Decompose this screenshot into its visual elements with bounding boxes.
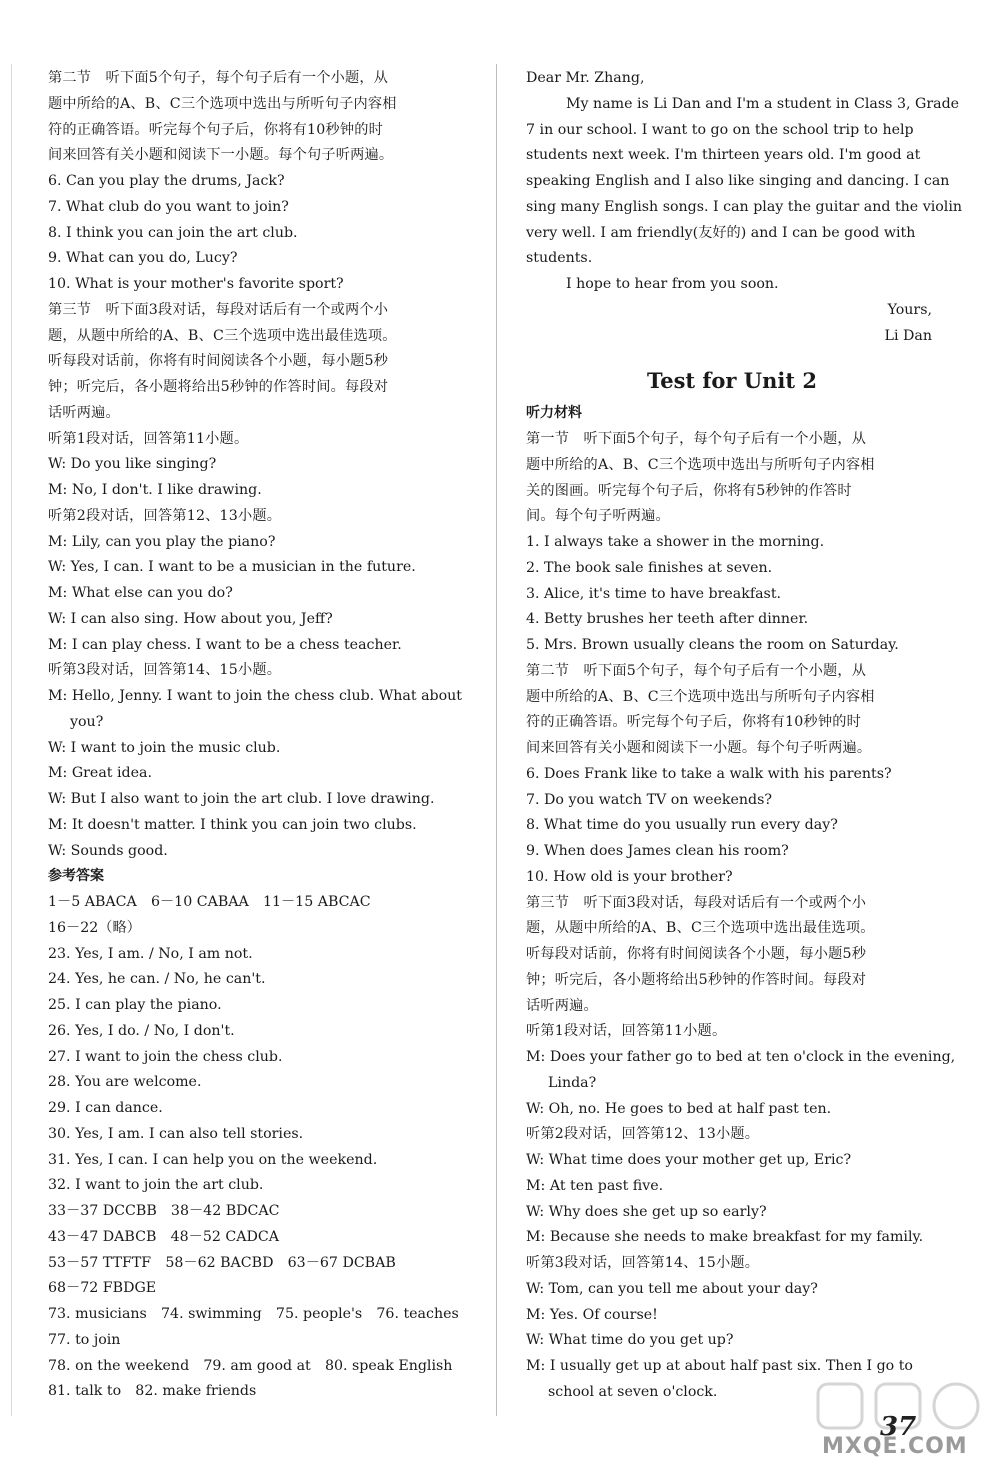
text-line: 9. What can you do, Lucy? <box>48 250 238 267</box>
text-line: W: Do you like singing? <box>48 456 217 473</box>
text-line: 题中所给的A、B、C三个选项中选出与所听句子内容相 <box>526 456 875 473</box>
text-line: 关的图画。听完每个句子后，你将有5秒钟的作答时 <box>526 482 852 499</box>
text-line: M: Because she needs to make breakfast for my family. <box>526 1229 924 1246</box>
text-line: 30. Yes, I am. I can also tell stories. <box>48 1125 304 1142</box>
text-line: 听每段对话前，你将有时间阅读各个小题，每小题5秒 <box>48 353 389 370</box>
text-line: 题中所给的A、B、C三个选项中选出与所听句子内容相 <box>48 95 397 112</box>
answer-key-heading: 参考答案 <box>48 868 104 885</box>
text-line: M: I usually get up at about half past six. Then I go to <box>526 1358 913 1374</box>
text-line: W: What time do you get up? <box>526 1332 734 1349</box>
letter-line: very well. I am friendly(友好的) and I can be good with <box>526 224 916 241</box>
text-line: 78. on the weekend 79. am good at 80. speak English <box>48 1357 453 1374</box>
text-line: 符的正确答语。听完每个句子后，你将有10秒钟的时 <box>526 714 861 731</box>
text-line: Linda? <box>548 1074 597 1091</box>
text-line: W: Yes, I can. I want to be a musician in the future. <box>48 559 416 576</box>
text-line: 10. How old is your brother? <box>526 868 733 885</box>
text-line: M: Yes. Of course! <box>526 1306 658 1323</box>
letter-line: speaking English and I also like singing and dancing. I can <box>526 173 950 189</box>
letter-greeting: Dear Mr. Zhang, <box>526 70 645 86</box>
text-line: 28. You are welcome. <box>48 1074 202 1091</box>
column-divider <box>496 64 497 1416</box>
text-line: 81. talk to 82. make friends <box>48 1383 257 1400</box>
text-line: 第二节 听下面5个句子，每个句子后有一个小题，从 <box>526 662 867 679</box>
text-line: 1. I always take a shower in the morning. <box>526 534 825 550</box>
text-line: 6. Does Frank like to take a walk with his parents? <box>526 765 892 782</box>
text-line: 话听两遍。 <box>526 997 598 1014</box>
text-line: 9. When does James clean his room? <box>526 843 789 859</box>
text-line: 符的正确答语。听完每个句子后，你将有10秒钟的时 <box>48 121 383 138</box>
text-line: 29. I can dance. <box>48 1100 163 1116</box>
text-line: M: At ten past five. <box>526 1177 664 1194</box>
text-line: M: Does your father go to bed at ten o'clock in the evening, <box>526 1049 956 1065</box>
text-line: 钟；听完后，各小题将给出5秒钟的作答时间。每段对 <box>48 379 389 395</box>
text-line: 听每段对话前，你将有时间阅读各个小题，每小题5秒 <box>526 946 867 962</box>
text-line: you? <box>70 713 104 730</box>
text-line: W: I want to join the music club. <box>48 739 281 756</box>
text-line: M: It doesn't matter. I think you can join two clubs. <box>48 816 417 833</box>
text-line: 8. I think you can join the art club. <box>48 224 298 241</box>
text-line: M: Great idea. <box>48 765 152 782</box>
text-line: 2. The book sale finishes at seven. <box>526 559 773 576</box>
text-line: 24. Yes, he can. / No, he can't. <box>48 971 266 988</box>
letter-line: students. <box>526 250 593 267</box>
letter-line: sing many English songs. I can play the guitar and the violin <box>526 198 963 215</box>
text-line: 25. I can play the piano. <box>48 997 222 1013</box>
text-line: W: But I also want to join the art club. I love drawing. <box>48 791 435 807</box>
text-line: 第三节 听下面3段对话，每段对话后有一个或两个小 <box>48 301 389 318</box>
text-line: 第二节 听下面5个句子，每个句子后有一个小题，从 <box>48 70 389 86</box>
text-line: W: Sounds good. <box>48 842 168 859</box>
text-line: 题，从题中所给的A、B、C三个选项中选出最佳选项。 <box>526 920 875 937</box>
text-line: 听第1段对话，回答第11小题。 <box>526 1023 727 1040</box>
text-line: 27. I want to join the chess club. <box>48 1048 283 1065</box>
text-line: 3. Alice, it's time to have breakfast. <box>526 585 782 602</box>
text-line: 间来回答有关小题和阅读下一小题。每个句子听两遍。 <box>48 147 394 164</box>
letter-line: My name is Li Dan and I'm a student in Class 3, Grade <box>566 95 960 112</box>
section-title: Test for Unit 2 <box>646 368 817 394</box>
text-line: 第一节 听下面5个句子，每个句子后有一个小题，从 <box>526 431 867 447</box>
text-line: M: No, I don't. I like drawing. <box>48 482 262 498</box>
text-line: 听第2段对话，回答第12、13小题。 <box>526 1126 760 1143</box>
text-line: 7. Do you watch TV on weekends? <box>526 791 773 808</box>
text-line: W: Why does she get up so early? <box>526 1203 767 1220</box>
page-number: 37 <box>880 1412 917 1442</box>
letter-line: students next week. I'm thirteen years old. I'm good at <box>526 147 921 164</box>
text-line: M: Hello, Jenny. I want to join the chess club. What about <box>48 688 462 704</box>
listening-heading: 听力材料 <box>526 405 582 422</box>
text-line: W: Oh, no. He goes to bed at half past ten. <box>526 1100 832 1117</box>
text-line: 钟；听完后，各小题将给出5秒钟的作答时间。每段对 <box>526 971 867 988</box>
text-line: M: Lily, can you play the piano? <box>48 533 276 550</box>
text-line: 听第1段对话，回答第11小题。 <box>48 430 249 447</box>
text-line: 68－72 FBDGE <box>48 1280 157 1297</box>
text-line: 43－47 DABCB 48－52 CADCA <box>48 1228 279 1245</box>
letter-signature: Li Dan <box>884 327 932 344</box>
text-line: 10. What is your mother's favorite sport? <box>48 276 344 292</box>
text-line: 16－22（略） <box>48 919 141 936</box>
text-line: 1－5 ABACA 6－10 CABAA 11－15 ABCAC <box>48 894 371 910</box>
text-line: 73. musicians 74. swimming 75. people's 76. teaches <box>48 1306 459 1322</box>
text-line: M: I can play chess. I want to be a chess teacher. <box>48 636 402 653</box>
text-line: 6. Can you play the drums, Jack? <box>48 173 285 189</box>
letter-closing: Yours, <box>887 301 932 318</box>
left-column <box>48 66 466 1405</box>
text-line: W: Tom, can you tell me about your day? <box>526 1280 818 1297</box>
text-line: W: I can also sing. How about you, Jeff? <box>48 610 333 627</box>
text-line: 31. Yes, I can. I can help you on the weekend. <box>48 1151 378 1168</box>
text-line: 8. What time do you usually run every day? <box>526 817 838 834</box>
text-line: 5. Mrs. Brown usually cleans the room on Saturday. <box>526 637 899 653</box>
text-line: 间。每个句子听两遍。 <box>526 508 670 525</box>
text-line: 32. I want to join the art club. <box>48 1177 264 1194</box>
text-line: 7. What club do you want to join? <box>48 198 289 215</box>
letter-line: I hope to hear from you soon. <box>566 276 779 292</box>
text-line: 题中所给的A、B、C三个选项中选出与所听句子内容相 <box>526 688 875 705</box>
text-line: 听第2段对话，回答第12、13小题。 <box>48 507 282 524</box>
text-line: school at seven o'clock. <box>548 1383 718 1400</box>
page-left-border <box>11 64 12 1416</box>
text-line: 23. Yes, I am. / No, I am not. <box>48 945 253 962</box>
text-line: 话听两遍。 <box>48 404 120 421</box>
text-line: 77. to join <box>48 1331 121 1348</box>
right-column <box>526 66 963 1406</box>
text-line: W: What time does your mother get up, Eric? <box>526 1152 852 1168</box>
watermark-text: MXQE.COM <box>822 1434 968 1459</box>
text-line: 听第3段对话，回答第14、15小题。 <box>526 1255 760 1271</box>
text-line: 间来回答有关小题和阅读下一小题。每个句子听两遍。 <box>526 740 872 756</box>
text-line: 题，从题中所给的A、B、C三个选项中选出最佳选项。 <box>48 327 397 344</box>
text-line: 26. Yes, I do. / No, I don't. <box>48 1022 235 1039</box>
letter-line: 7 in our school. I want to go on the school trip to help <box>526 121 914 138</box>
text-line: M: What else can you do? <box>48 585 233 601</box>
text-line: 33－37 DCCBB 38－42 BDCAC <box>48 1203 280 1219</box>
text-line: 4. Betty brushes her teeth after dinner. <box>526 611 809 628</box>
text-line: 第三节 听下面3段对话，每段对话后有一个或两个小 <box>526 894 867 911</box>
text-line: 53－57 TTFTF 58－62 BACBD 63－67 DCBAB <box>48 1254 396 1271</box>
text-line: 听第3段对话，回答第14、15小题。 <box>48 662 282 679</box>
